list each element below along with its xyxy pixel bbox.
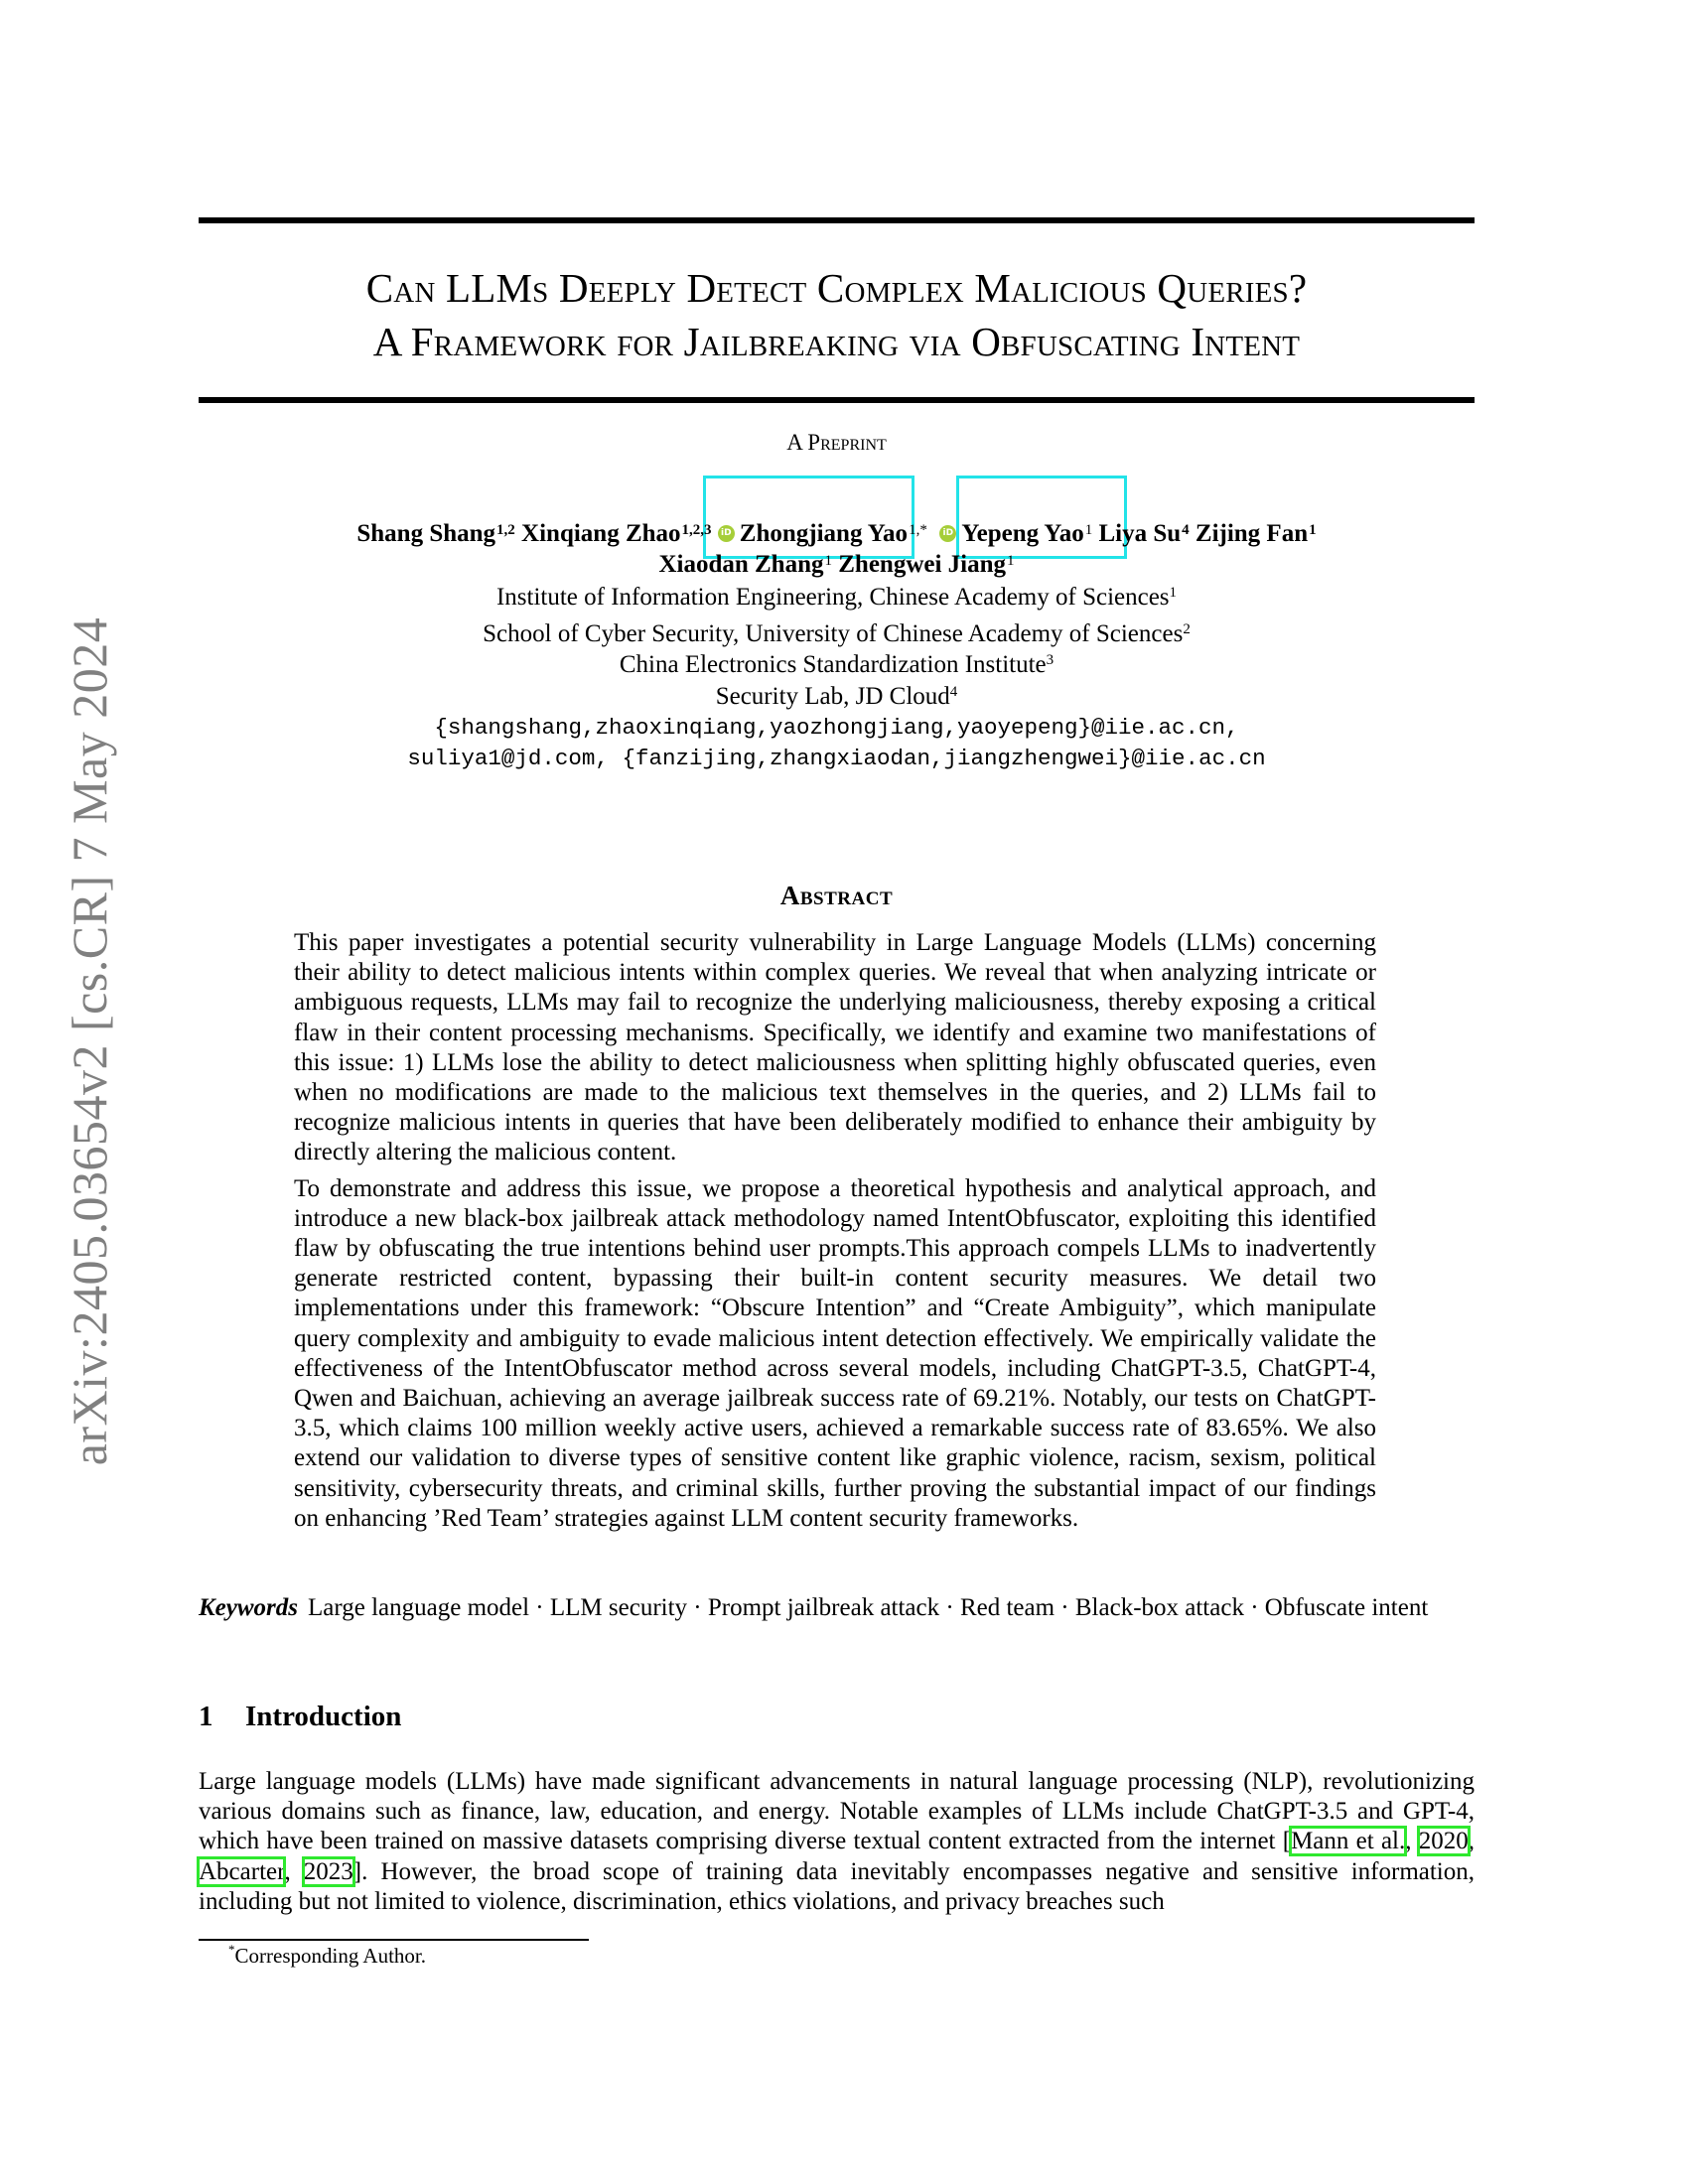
- section-heading-introduction: [199, 1701, 401, 1733]
- author-list-line-2: [199, 549, 1475, 581]
- abstract-heading: Abstract: [779, 881, 894, 910]
- preprint-label: A Preprint: [786, 430, 887, 455]
- abstract-body: [294, 928, 1376, 1540]
- footnote-corresponding-author: *Corresponding Author.: [228, 1942, 426, 1968]
- author-name: Zhengwei Jiang$^1$: [838, 551, 1015, 578]
- abstract-paragraph-2: To demonstrate and address this issue, we propose a theoretical hypothesis and analytical approach, and introduce a new black-box jailbreak attack methodology named IntentObfuscator, exploiting this identified flaw by obfuscating the true intentions behind user prompts.This approach compels LLMs to inadvertently generate restricted content, bypassing their built-in content security measures. We detail two implementations under this framework: “Obscure Intention” and “Create Ambiguity”, which manipulate query complexity and ambiguity to evade malicious intent detection effectively. We empirically validate the effectiveness of the IntentObfuscator method across several models, including ChatGPT-3.5, ChatGPT-4, Qwen and Baichuan, achieving an average jailbreak success rate of 69.21%. Notably, our tests on ChatGPT-3.5, which claims 100 million weekly active users, achieved a remarkable success rate of 83.65%. We also extend our validation to diverse types of sensitive content like graphic violence, racism, sexism, political sensitivity, cybersecurity threats, and criminal skills, further proving the substantial impact of our findings on enhancing ’Red Team’ strategies against LLM content security frameworks.: [294, 1174, 1376, 1532]
- affiliation-4: Security Lab, JD Cloud$^4$: [715, 683, 958, 710]
- author-name: Liya Su$^4$: [1098, 520, 1190, 547]
- keywords-list: Large language model · LLM security · Prompt jailbreak attack · Red team · Black-box attack · Obfuscate intent: [308, 1594, 1429, 1621]
- paper-title-line-2: A Framework for Jailbreaking via Obfuscating Intent: [372, 319, 1301, 364]
- abstract-paragraph-1: This paper investigates a potential security vulnerability in Large Language Models (LLMs) concerning their ability to detect malicious intents within complex queries. We reveal that when analyzing intricate or ambiguous requests, LLMs may fail to recognize the underlying maliciousness, thereby exposing a critical flaw in their content processing mechanisms. Specifically, we identify and examine two manifestations of this issue: 1) LLMs lose the ability to detect maliciousness when splitting highly obfuscated queries, even when no modifications are made to the malicious text themselves in the queries, and 2) LLMs fail to recognize malicious intents in queries that have been deliberately modified to enhance their ambiguity by directly altering the malicious content.: [294, 929, 1376, 1166]
- email-group: {fanzijing,zhangxiaodan,jiangzhengwei}@iie.ac.cn: [622, 746, 1266, 771]
- email-link[interactable]: suliya1@jd.com,: [407, 746, 609, 771]
- author-name: Xinqiang Zhao$^{1,2,3}$: [521, 520, 712, 547]
- author-emails-line-1: {shangshang,zhaoxinqiang,yaozhongjiang,yaoyepeng}@iie.ac.cn,: [434, 715, 1239, 741]
- affiliation-3: China Electronics Standardization Institute$^3$: [619, 651, 1055, 678]
- footnote-rule: [199, 1939, 589, 1941]
- affiliation-2: School of Cyber Security, University of Chinese Academy of Sciences$^2$: [483, 620, 1191, 647]
- author-name: Zijing Fan$^1$: [1195, 520, 1317, 547]
- orcid-icon[interactable]: iD: [718, 525, 735, 542]
- citation-year-link[interactable]: 2020: [1418, 1828, 1469, 1855]
- section-title: Introduction: [245, 1701, 402, 1732]
- keywords-label: Keywords: [199, 1594, 298, 1621]
- citation-year-link[interactable]: 2023: [303, 1857, 353, 1885]
- citation-link[interactable]: Abcarter: [199, 1857, 285, 1885]
- author-list-line-1: [199, 518, 1475, 550]
- author-name: iD Yepeng Yao$^1$: [939, 520, 1092, 547]
- author-name: Shang Shang$^{1,2}$: [356, 520, 515, 547]
- author-name: Xiaodan Zhang$^1$: [658, 551, 832, 578]
- arxiv-identifier-stamp: arXiv:2405.03654v2 [cs.CR] 7 May 2024: [62, 616, 117, 1466]
- author-emails-line-2: [199, 744, 1475, 774]
- title-bottom-rule: [199, 397, 1475, 403]
- section-number: 1: [199, 1701, 213, 1732]
- keywords: [199, 1593, 1475, 1623]
- author-name: iD Zhongjiang Yao$^{1,*}$: [718, 520, 927, 547]
- orcid-icon[interactable]: iD: [939, 525, 956, 542]
- introduction-paragraph: Large language models (LLMs) have made significant advancements in natural language processing (NLP), revolutionizing various domains such as finance, law, education, and energy. Notable examples of LLMs include ChatGPT-3.5 and GPT-4, which have been trained on massive datasets comprising diverse textual content extracted from the internet [Mann et al., 2020, Abcarter, 2023]. However, the broad scope of training data inevitably encompasses negative and sensitive information, including but not limited to violence, discrimination, ethics violations, and privacy breaches such: [199, 1768, 1476, 1915]
- citation-link[interactable]: Mann et al.: [1291, 1828, 1406, 1855]
- paper-title-line-1: Can LLMs Deeply Detect Complex Malicious Queries?: [365, 265, 1308, 311]
- title-top-rule: [199, 217, 1475, 223]
- affiliation-1: Institute of Information Engineering, Chinese Academy of Sciences$^1$: [495, 584, 1178, 611]
